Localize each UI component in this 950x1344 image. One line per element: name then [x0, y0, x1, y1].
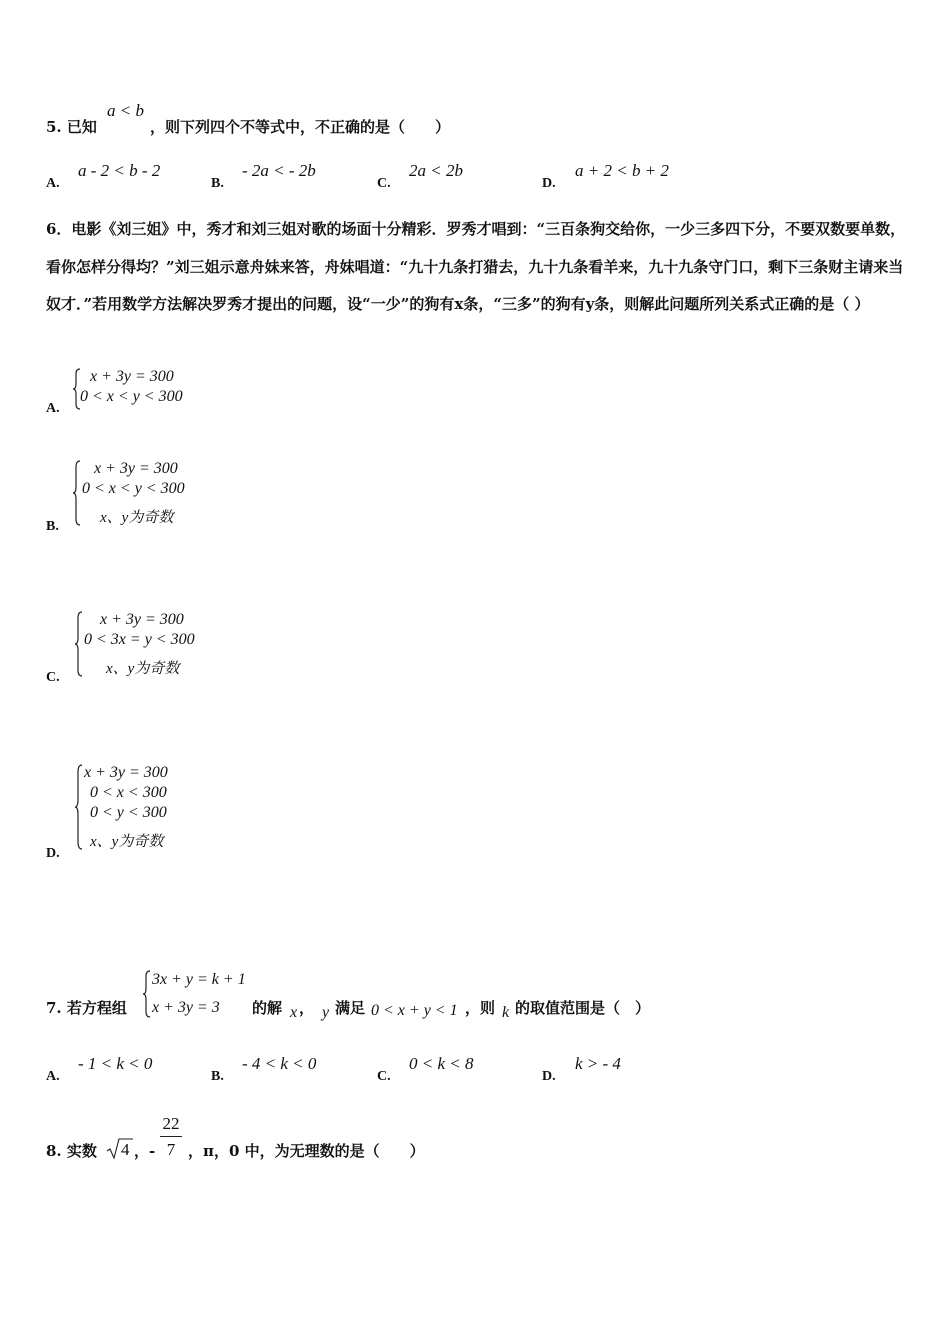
q8-fraction-denominator: 7 — [166, 1140, 176, 1159]
q7-option-d-label: D. — [542, 1069, 556, 1084]
q8-stem-prefix — [46, 1140, 97, 1161]
q6-option-d-label: D. — [46, 846, 60, 861]
q7-option-c-label: C. — [377, 1069, 391, 1084]
q8-sep1: ，- — [134, 1142, 156, 1160]
q5-option-b: - 2a < - 2b — [242, 161, 316, 180]
q6-option-b-line-3: x、y为奇数 — [100, 510, 174, 526]
q5-option-a: a - 2 < b - 2 — [78, 161, 161, 180]
q5-stem-suffix: ，则下列四个不等式中，不正确的是（ ） — [150, 118, 451, 136]
q6-option-b-label: B. — [46, 519, 59, 534]
q8-sqrt-arg: 4 — [121, 1140, 130, 1159]
q7-option-b: - 4 < k < 0 — [242, 1054, 317, 1073]
q8-number: 8. — [46, 1142, 62, 1160]
q7-condition: 0 < x + y < 1 — [371, 1002, 458, 1019]
q8-stem-suffix: ，π，0 中，为无理数的是（ ） — [188, 1142, 425, 1160]
q6-option-d-brace — [74, 764, 84, 850]
q7-stem-prefix-text: 若方程组 — [66, 999, 127, 1017]
q6-option-d-line-3: 0 < y < 300 — [90, 804, 167, 821]
q6-option-c-line-3: x、y为奇数 — [106, 661, 180, 677]
q6-option-b-line-2: 0 < x < y < 300 — [82, 480, 185, 497]
q7-var-x: x — [290, 1004, 298, 1021]
q7-option-a: - 1 < k < 0 — [78, 1054, 153, 1073]
q6-option-d-system — [74, 764, 214, 852]
q5-option-c: 2a < 2b — [409, 161, 463, 180]
q6-option-a-line-2: 0 < x < y < 300 — [80, 388, 183, 405]
q7-comma: ， — [299, 999, 315, 1017]
q7-option-d: k > - 4 — [575, 1054, 621, 1073]
q6-option-b-system — [72, 460, 222, 528]
q6-option-b-line-1: x + 3y = 300 — [94, 460, 178, 477]
q6-option-d-line-4: x、y为奇数 — [90, 834, 164, 850]
q6-option-c-brace — [74, 611, 84, 677]
q5-option-a-label: A. — [46, 176, 60, 191]
q5-condition: a < b — [107, 101, 144, 120]
q6-option-a-system — [72, 368, 222, 412]
q6-option-c-line-1: x + 3y = 300 — [100, 611, 184, 628]
q7-var-y: y — [322, 1004, 330, 1021]
q7-stem-prefix — [46, 997, 127, 1018]
q6-option-b-brace — [72, 460, 82, 526]
q8-fraction-numerator: 22 — [162, 1114, 180, 1133]
q5-option-b-label: B. — [211, 176, 224, 191]
q7-option-c: 0 < k < 8 — [409, 1054, 474, 1073]
q8-fraction — [158, 1114, 184, 1162]
q6-option-c-system — [74, 611, 234, 679]
q5-number: 5. — [46, 118, 62, 136]
q6-option-a-label: A. — [46, 401, 60, 416]
q7-system — [142, 970, 252, 1020]
q5-option-c-label: C. — [377, 176, 391, 191]
q7-system-line-2: x + 3y = 3 — [152, 999, 220, 1016]
q7-number: 7. — [46, 999, 62, 1017]
q6-option-d-line-1: x + 3y = 300 — [84, 764, 168, 781]
q7-system-line-1: 3x + y = k + 1 — [152, 971, 246, 988]
q7-var-k: k — [502, 1004, 510, 1021]
q5-option-d: a + 2 < b + 2 — [575, 161, 669, 180]
q5-option-d-label: D. — [542, 176, 556, 191]
q6-option-d-line-2: 0 < x < 300 — [90, 784, 167, 801]
q7-stem-mid2: 满足 — [335, 999, 366, 1017]
q6-option-a-line-1: x + 3y = 300 — [90, 368, 174, 385]
q8-fraction-bar — [160, 1136, 182, 1137]
q7-stem-suffix: 的取值范围是（ ） — [515, 999, 651, 1017]
q8-stem-prefix-text: 实数 — [66, 1142, 97, 1160]
q5-stem — [46, 116, 97, 137]
q5-stem-prefix: 已知 — [66, 118, 97, 136]
q7-stem-mid1: 的解 — [252, 999, 283, 1017]
q8-sqrt — [106, 1137, 134, 1161]
q6-stem: 6．电影《刘三姐》中，秀才和刘三姐对歌的场面十分精彩．罗秀才唱到：“三百条狗交给你，一少三多四下分，不要双数要单数，看你怎样分得均？”刘三姐示意舟妹来答，舟妹唱道：“九十九条打猎去，九十九条看羊来，九十九条守门口，剩下三条财主请来当奴才．”若用数学方法解决罗秀才提出的问题，设“一少”的狗有x条，“三多”的狗有y条，则解此问题所列关系式正确的是（ ） — [46, 220, 906, 313]
q7-option-b-label: B. — [211, 1069, 224, 1084]
q7-stem-mid3: ，则 — [465, 999, 496, 1017]
q6-option-c-line-2: 0 < 3x = y < 300 — [84, 631, 195, 648]
q7-option-a-label: A. — [46, 1069, 60, 1084]
q7-brace — [142, 970, 152, 1018]
q6-option-c-label: C. — [46, 670, 60, 685]
